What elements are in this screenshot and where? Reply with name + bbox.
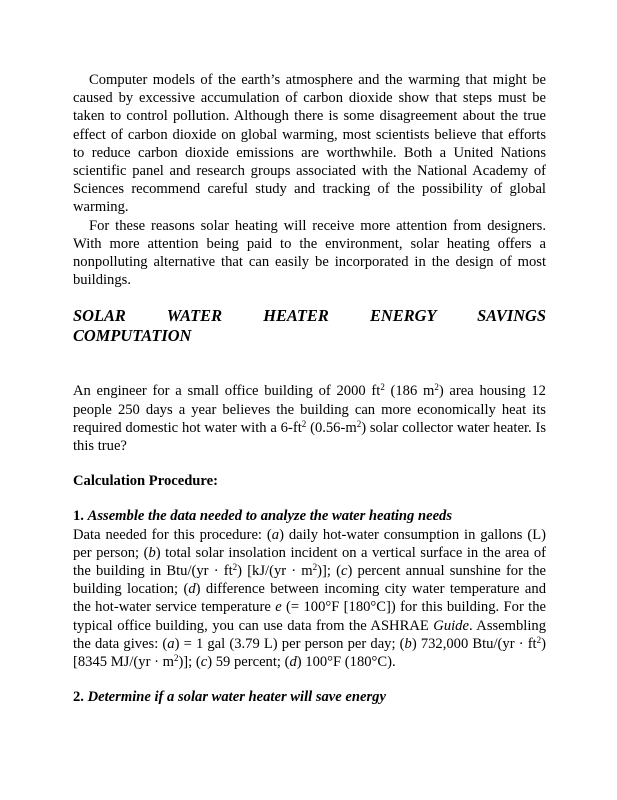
intro-paragraph-1: Computer models of the earth’s atmosphere and the warming that might be caused by excessive accumulation of carbon dioxide show that steps must be taken to control pollution. Although there is some disagreement about the true effect of carbon dioxide on global warming, most scientists believe that efforts to reduce carbon dioxide emissions are worthwhile. Both a United Nations scientific panel and research groups associated with the National Academy of Sciences recommend careful study and tracking of the possibility of global warming.: [73, 72, 546, 216]
superscript: 2: [536, 634, 542, 645]
problem-statement: [73, 382, 546, 455]
step-1-text: )]; (: [317, 563, 341, 580]
problem-text: (0.56-m: [306, 419, 357, 436]
step-1-text: ) percent annual sunshine for the building location; (: [73, 563, 546, 598]
item-letter: c: [200, 654, 208, 671]
section-title-line-2: COMPUTATION: [73, 326, 192, 346]
step-1-text: ) daily hot-water consumption in gallons (L) per person; (: [73, 526, 546, 561]
calculation-heading: Calculation Procedure:: [73, 473, 218, 490]
step-1-heading: [73, 507, 546, 525]
step-1-text: Data needed for this procedure: (: [73, 526, 272, 543]
step-1-text: )]; (: [178, 654, 201, 671]
step-1-body: [73, 526, 546, 672]
superscript: 2: [173, 653, 179, 664]
problem-text: An engineer for a small office building of 2000 ft: [73, 383, 381, 400]
step-1: [73, 507, 546, 671]
step-1-text: ) 100°F (180°C).: [296, 654, 396, 671]
guide-reference: Guide: [433, 617, 469, 634]
step-2-heading: [73, 688, 546, 706]
step-1-text: ) total solar insolation incident on a vertical surface in the area of the building in Btu/(yr · ft: [73, 544, 546, 580]
item-letter: b: [404, 635, 412, 652]
step-1-number: 1.: [73, 508, 84, 525]
problem-text: ) solar collector water heater. Is this true?: [73, 419, 546, 455]
step-2: [73, 688, 546, 706]
step-2-number: 2.: [73, 689, 84, 706]
step-1-text: ) difference between incoming city water temperature and the hot-water service temperature: [73, 581, 546, 616]
problem-text: (186 m: [384, 383, 435, 400]
item-letter: a: [167, 635, 175, 652]
item-letter: a: [271, 526, 280, 543]
superscript: 2: [301, 418, 307, 429]
step-1-text: . Assembling the data gives: (: [73, 617, 547, 652]
step-1-text: ) 59 percent; (: [207, 654, 290, 671]
item-letter: c: [340, 563, 348, 580]
variable-e: e: [275, 599, 282, 616]
step-1-text: ) [kJ/(yr · m: [237, 563, 313, 580]
step-1-text: ) = 1 gal (3.79 L) per person per day; (: [174, 635, 405, 652]
document-page: [73, 71, 546, 706]
problem-text: ) area housing 12 people 250 days a year believes the building can more economically heat its required domestic hot water with a 6-ft: [73, 383, 546, 436]
superscript: 2: [434, 382, 439, 393]
step-1-title: Assemble the data needed to analyze the water heating needs: [87, 508, 453, 525]
step-1-text: ) 732,000 Btu/(yr · ft: [411, 635, 537, 652]
superscript: 2: [232, 562, 238, 573]
step-2-title: Determine if a solar water heater will save energy: [87, 689, 386, 706]
superscript: 2: [356, 418, 362, 429]
step-1-text: ) [8345 MJ/(yr · m: [73, 635, 546, 671]
item-letter: d: [188, 581, 196, 598]
superscript: 2: [312, 562, 318, 573]
section-title-line-1: SOLAR WATER HEATER ENERGY SAVINGS: [73, 306, 546, 326]
item-letter: b: [148, 544, 156, 561]
intro-paragraph-2: For these reasons solar heating will receive more attention from designers. With more attention being paid to the environment, solar heating offers a nonpolluting alternative that can easily be incorporated in the design of most buildings.: [73, 217, 546, 289]
item-letter: d: [289, 654, 297, 671]
step-1-text: (= 100°F [180°C]) for this building. For the typical office building, you can use data from the ASHRAE: [73, 599, 546, 634]
superscript: 2: [380, 382, 385, 393]
